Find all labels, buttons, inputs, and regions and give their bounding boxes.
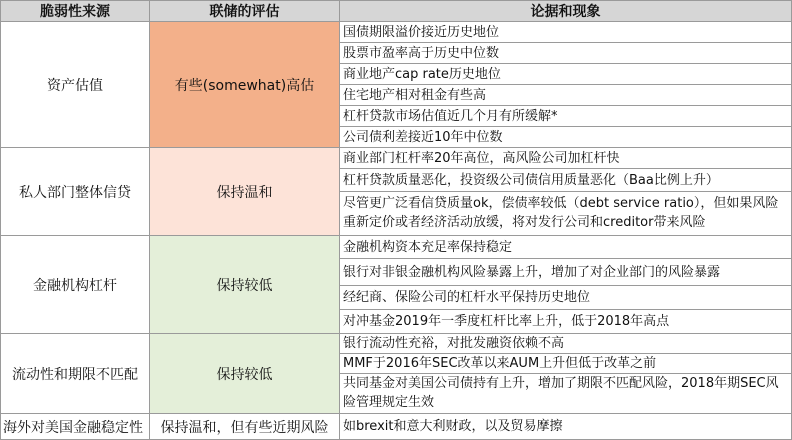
evidence-item: 共同基金对美国公司债持有上升，增加了期限不匹配风险，2018年期SEC风险管理规定生效 bbox=[340, 374, 792, 414]
row-assessment: 保持温和 bbox=[150, 148, 340, 236]
header-source: 脆弱性来源 bbox=[0, 0, 150, 22]
evidence-item: 商业地产cap rate历史地位 bbox=[340, 64, 792, 85]
evidence-item: 银行对非银金融机构风险暴露上升，增加了对企业部门的风险暴露 bbox=[340, 259, 792, 286]
header-assessment: 联储的评估 bbox=[150, 0, 340, 22]
evidence-item: 住宅地产相对租金有些高 bbox=[340, 85, 792, 106]
evidence-item: 国债期限溢价接近历史地位 bbox=[340, 22, 792, 43]
row-source: 资产估值 bbox=[0, 22, 150, 148]
evidence-item: 对冲基金2019年一季度杠杆比率上升，低于2018年高点 bbox=[340, 310, 792, 334]
row-source: 金融机构杠杆 bbox=[0, 236, 150, 334]
row-assessment: 保持温和，但有些近期风险 bbox=[150, 414, 340, 440]
evidence-item: 杠杆贷款市场估值近几个月有所缓解* bbox=[340, 106, 792, 127]
row-source: 海外对美国金融稳定性 bbox=[0, 414, 150, 440]
row-assessment: 保持较低 bbox=[150, 236, 340, 334]
evidence-item: 经纪商、保险公司的杠杆水平保持历史地位 bbox=[340, 286, 792, 310]
row-source: 私人部门整体信贷 bbox=[0, 148, 150, 236]
evidence-item: 如brexit和意大利财政，以及贸易摩擦 bbox=[340, 414, 792, 440]
row-assessment: 保持较低 bbox=[150, 334, 340, 414]
evidence-item: 股票市盈率高于历史中位数 bbox=[340, 43, 792, 64]
evidence-item: 杠杆贷款质量恶化，投资级公司债信用质量恶化（Baa比例上升） bbox=[340, 169, 792, 192]
evidence-item: MMF于2016年SEC改革以来AUM上升但低于改革之前 bbox=[340, 354, 792, 374]
row-assessment: 有些(somewhat)高估 bbox=[150, 22, 340, 148]
evidence-item: 尽管更广泛看信贷质量ok，偿债率较低（debt service ratio），但如果风险重新定价或者经济活动放缓，将对发行公司和creditor带来风险 bbox=[340, 192, 792, 236]
evidence-item: 商业部门杠杆率20年高位，高风险公司加杠杆快 bbox=[340, 148, 792, 169]
row-source: 流动性和期限不匹配 bbox=[0, 334, 150, 414]
evidence-item: 金融机构资本充足率保持稳定 bbox=[340, 236, 792, 259]
header-evidence: 论据和现象 bbox=[340, 0, 792, 22]
evidence-item: 银行流动性充裕，对批发融资依赖不高 bbox=[340, 334, 792, 354]
evidence-item: 公司债利差接近10年中位数 bbox=[340, 127, 792, 148]
